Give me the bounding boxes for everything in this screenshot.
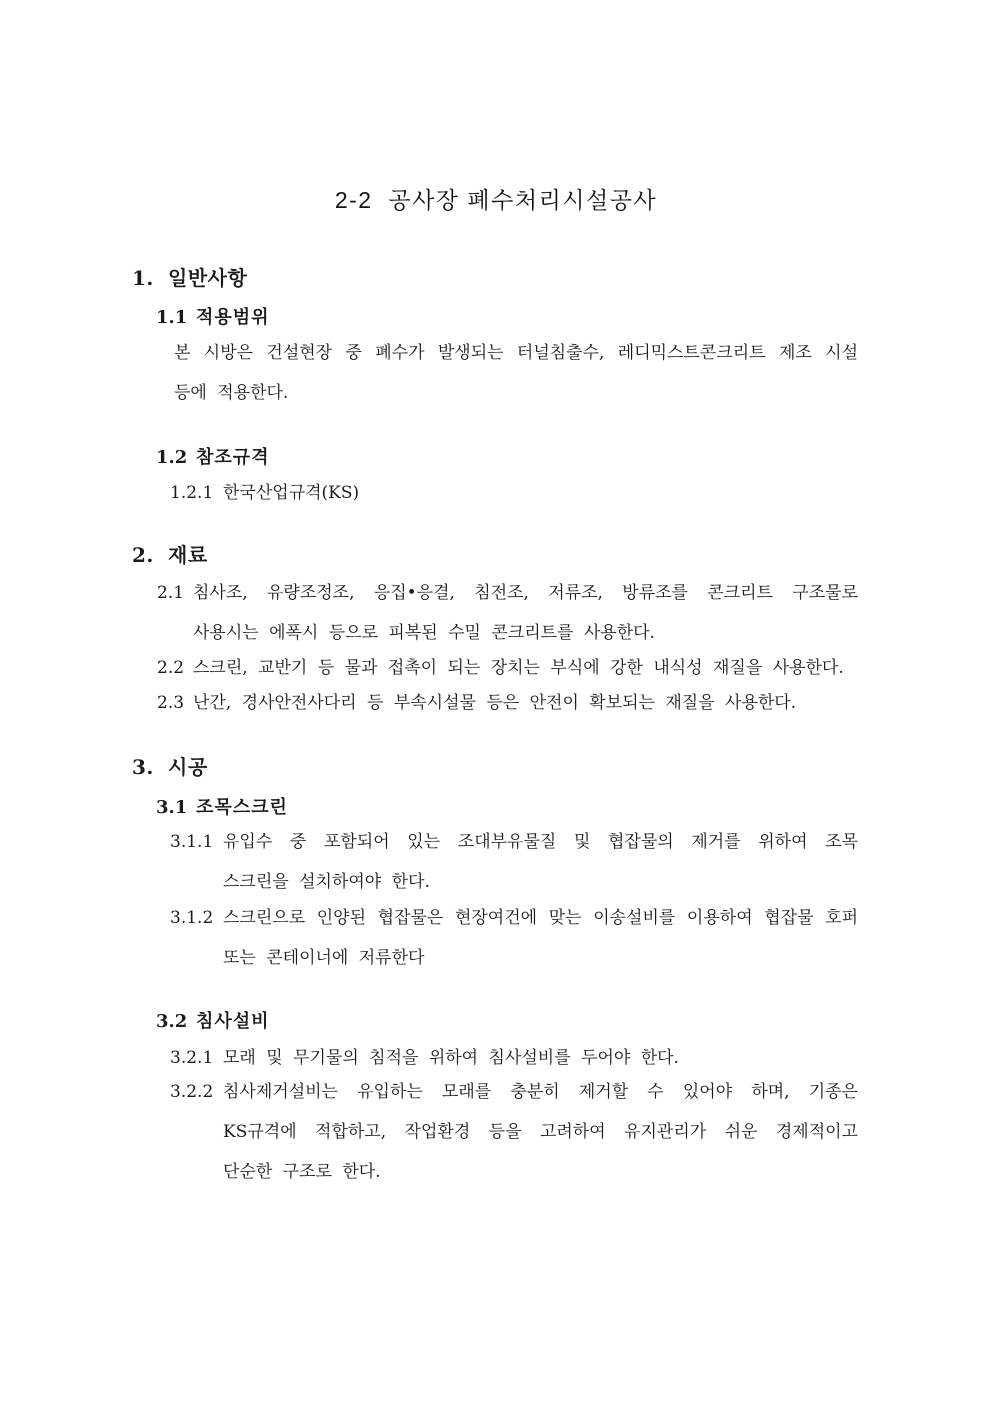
item-number: 2.1 xyxy=(157,583,185,603)
item-text: 스크린으로 인양된 협잡물은 현장여건에 맞는 이송설비를 이용하여 협잡물 호퍼 또는 콘테이너에 저류한다 xyxy=(223,908,858,968)
item-number: 3.1.1 xyxy=(170,832,214,852)
numbered-item-2-3 xyxy=(0,683,992,723)
section-number: 2. xyxy=(132,543,154,567)
section-title: 시공 xyxy=(168,755,208,779)
item-number: 3.1.2 xyxy=(170,908,214,928)
subsection-heading-3-2 xyxy=(0,1002,992,1042)
section-heading-3 xyxy=(0,747,992,787)
section-title: 일반사항 xyxy=(168,266,248,290)
subsection-title: 참조규격 xyxy=(196,447,270,468)
item-text: 침사조, 유량조정조, 응집•응결, 침전조, 저류조, 방류조를 콘크리트 구조물로 사용시는 에폭시 등으로 피복된 수밀 콘크리트를 사용한다. xyxy=(193,583,858,643)
subsection-heading-1-1 xyxy=(0,298,992,338)
item-number: 3.2.1 xyxy=(170,1048,214,1068)
numbered-item-1-2-1 xyxy=(0,473,992,513)
item-text: 모래 및 무기물의 침적을 위하여 침사설비를 두어야 한다. xyxy=(223,1048,679,1068)
item-text: 침사제거설비는 유입하는 모래를 충분히 제거할 수 있어야 하며, 기종은 KS규격에 적합하고, 작업환경 등을 고려하여 유지관리가 쉬운 경제적이고 단순한 구조로 한다. xyxy=(223,1082,858,1182)
subsection-title: 침사설비 xyxy=(196,1011,270,1032)
numbered-item-3-2-2 xyxy=(0,1072,992,1192)
section-heading-2 xyxy=(0,535,992,575)
item-text: 유입수 중 포함되어 있는 조대부유물질 및 협잡물의 제거를 위하여 조목 스크린을 설치하여야 한다. xyxy=(223,832,858,892)
item-number: 3.2.2 xyxy=(170,1082,214,1102)
numbered-item-2-1 xyxy=(0,573,992,653)
section-number: 3. xyxy=(132,755,154,779)
item-number: 2.2 xyxy=(157,658,185,678)
numbered-item-3-1-1 xyxy=(0,822,992,902)
subsection-title: 적용범위 xyxy=(196,307,270,328)
page-title: 2-2 공사장 폐수처리시설공사 xyxy=(334,187,658,213)
subsection-number: 1.1 xyxy=(156,307,188,328)
section-heading-1 xyxy=(0,258,992,298)
subsection-number: 3.1 xyxy=(156,797,188,818)
item-number: 2.3 xyxy=(157,693,185,713)
item-text: 한국산업규격(KS) xyxy=(223,483,360,503)
numbered-item-3-1-2 xyxy=(0,898,992,978)
subsection-title: 조목스크린 xyxy=(196,797,288,818)
paragraph-scope xyxy=(0,333,992,413)
subsection-number: 1.2 xyxy=(156,447,188,468)
subsection-heading-1-2 xyxy=(0,438,992,478)
numbered-item-2-2 xyxy=(0,648,992,688)
item-number: 1.2.1 xyxy=(170,483,214,503)
subsection-number: 3.2 xyxy=(156,1011,188,1032)
section-number: 1. xyxy=(132,266,154,290)
item-text: 스크린, 교반기 등 물과 접촉이 되는 장치는 부식에 강한 내식성 재질을 사용한다. xyxy=(193,658,844,678)
paragraph-text: 본 시방은 건설현장 중 폐수가 발생되는 터널침출수, 레디믹스트콘크리트 제조 시설 등에 적용한다. xyxy=(174,343,858,403)
section-title: 재료 xyxy=(168,543,208,567)
item-text: 난간, 경사안전사다리 등 부속시설물 등은 안전이 확보되는 재질을 사용한다. xyxy=(193,693,797,713)
